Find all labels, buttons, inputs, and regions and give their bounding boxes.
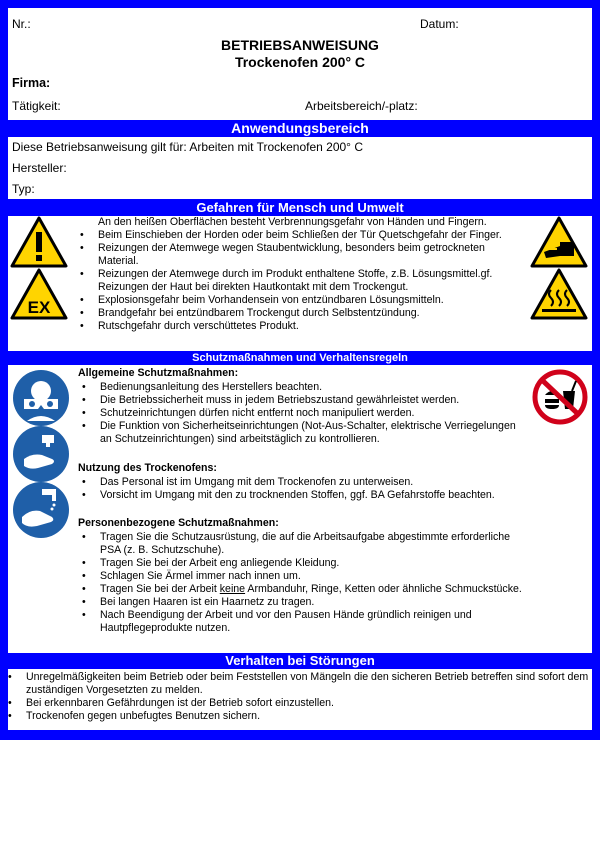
schutz-panel: [8, 365, 592, 653]
hersteller-label: Hersteller:: [12, 161, 67, 175]
kein-post: Armbanduhr, Ringe, Ketten oder ähnliche Schmuckstücke.: [245, 583, 522, 595]
list-item: • Die Betriebssicherheit muss in jedem Betriebszustand gewährleistet werden.: [78, 394, 528, 407]
hand-wash-icon: [12, 481, 70, 539]
list-item: • Bedienungsanleitung des Herstellers beachten.: [78, 381, 528, 394]
list-item: [78, 583, 528, 596]
hand-crush-warning-icon: [530, 216, 588, 268]
header-panel: [8, 8, 592, 120]
list-item: • Rutschgefahr durch verschüttetes Produkt.: [76, 320, 526, 333]
list-item: • Brandgefahr bei entzündbarem Trockengut durch Selbstentzündung.: [76, 307, 526, 320]
hot-surface-warning-icon: [530, 268, 588, 320]
explosive-atmosphere-ex-icon: [10, 268, 68, 320]
page-title: BETRIEBSANWEISUNG: [221, 37, 379, 53]
kein-pre: Tragen Sie bei der Arbeit: [100, 583, 220, 595]
ex-text: EX: [27, 298, 51, 317]
list-item: • Schutzeinrichtungen dürfen nicht entfernt noch manipuliert werden.: [78, 407, 528, 420]
stoerungen-panel: [8, 669, 592, 730]
gefahren-panel: [8, 216, 592, 351]
no-eating-drinking-icon: [532, 369, 588, 425]
hand-cream-icon: [12, 425, 70, 483]
safety-goggles-icon: [12, 369, 70, 427]
list-item: • Bei erkennbaren Gefährdungen ist der Betrieb sofort einzustellen.: [4, 697, 590, 710]
typ-label: Typ:: [12, 182, 35, 196]
list-item: • Reizungen der Atemwege durch im Produkt enthaltene Stoffe, z.B. Lösungsmittel.gf. Reizungen der Haut bei direkten Hautkontakt mit dem Trockengut.: [76, 268, 526, 294]
nutzung-list: [78, 476, 528, 502]
scope-text: Diese Betriebsanweisung gilt für: Arbeiten mit Trockenofen 200° C: [12, 140, 363, 154]
list-item: • Beim Einschieben der Horden oder beim Schließen der Tür Quetschgefahr der Finger.: [76, 229, 526, 242]
list-item: • Reizungen der Atemwege wegen Staubentwicklung, besonders beim getrockneten Material.: [76, 242, 526, 268]
list-item: • Explosionsgefahr beim Vorhandensein von entzündbaren Lösungsmitteln.: [76, 294, 526, 307]
nr-label: Nr.:: [12, 17, 31, 31]
list-item: • Tragen Sie bei der Arbeit eng anliegende Kleidung.: [78, 557, 528, 570]
section-heading-gefahren: Gefahren für Mensch und Umwelt: [196, 200, 404, 215]
datum-label: Datum:: [420, 17, 459, 31]
section-heading-schutz: Schutzmaßnahmen und Verhaltensregeln: [192, 352, 408, 364]
firma-label: Firma:: [12, 76, 51, 90]
section-heading-stoerungen: Verhalten bei Störungen: [225, 653, 375, 668]
gefahren-list: [76, 216, 526, 333]
personen-title: Personenbezogene Schutzmaßnahmen:: [78, 517, 279, 529]
nutzung-title: Nutzung des Trockenofens:: [78, 462, 217, 474]
list-item: • Unregelmäßigkeiten beim Betrieb oder beim Feststellen von Mängeln die den sicheren Betrieb betreffen sind sofort dem zuständigen Vorgesetzten zu melden.: [4, 671, 590, 697]
list-item: • Vorsicht im Umgang mit den zu trocknenden Stoffen, ggf. BA Gefahrstoffe beachten.: [78, 489, 528, 502]
allgemein-list: [78, 381, 528, 446]
list-item: • Bei langen Haaren ist ein Haarnetz zu tragen.: [78, 596, 528, 609]
list-item: • Tragen Sie die Schutzausrüstung, die auf die Arbeitsaufgabe abgestimmte erforderliche PSA (z. B. Schutzschuhe).: [78, 531, 528, 557]
taetigkeit-label: Tätigkeit:: [12, 99, 61, 113]
allgemein-title: Allgemeine Schutzmaßnahmen:: [78, 367, 239, 379]
list-item: • Die Funktion von Sicherheitseinrichtungen (Not-Aus-Schalter, elektrische Verriegelungen an Schutzeinrichtungen) sind arbeitstäglich zu kontrollieren.: [78, 420, 528, 446]
list-item: • Trockenofen gegen unbefugtes Benutzen sichern.: [4, 710, 590, 723]
kein-word: keine: [219, 583, 246, 595]
stoerungen-list: [4, 671, 590, 723]
list-item: • Das Personal ist im Umgang mit dem Trockenofen zu unterweisen.: [78, 476, 528, 489]
list-item: An den heißen Oberflächen besteht Verbrennungsgefahr von Händen und Fingern.: [98, 216, 487, 228]
list-item: • Nach Beendigung der Arbeit und vor den Pausen Hände gründlich reinigen und Hautpflegeprodukte nutzen.: [78, 609, 528, 635]
warning-exclamation-icon: [10, 216, 68, 268]
section-heading-anwendungsbereich: Anwendungsbereich: [231, 120, 369, 136]
personen-list: [78, 531, 528, 635]
anwendungsbereich-panel: [8, 137, 592, 199]
page-subtitle: Trockenofen 200° C: [234, 54, 366, 70]
list-item: • Schlagen Sie Ärmel immer nach innen um.: [78, 570, 528, 583]
arbeitsbereich-label: Arbeitsbereich/-platz:: [305, 99, 418, 113]
